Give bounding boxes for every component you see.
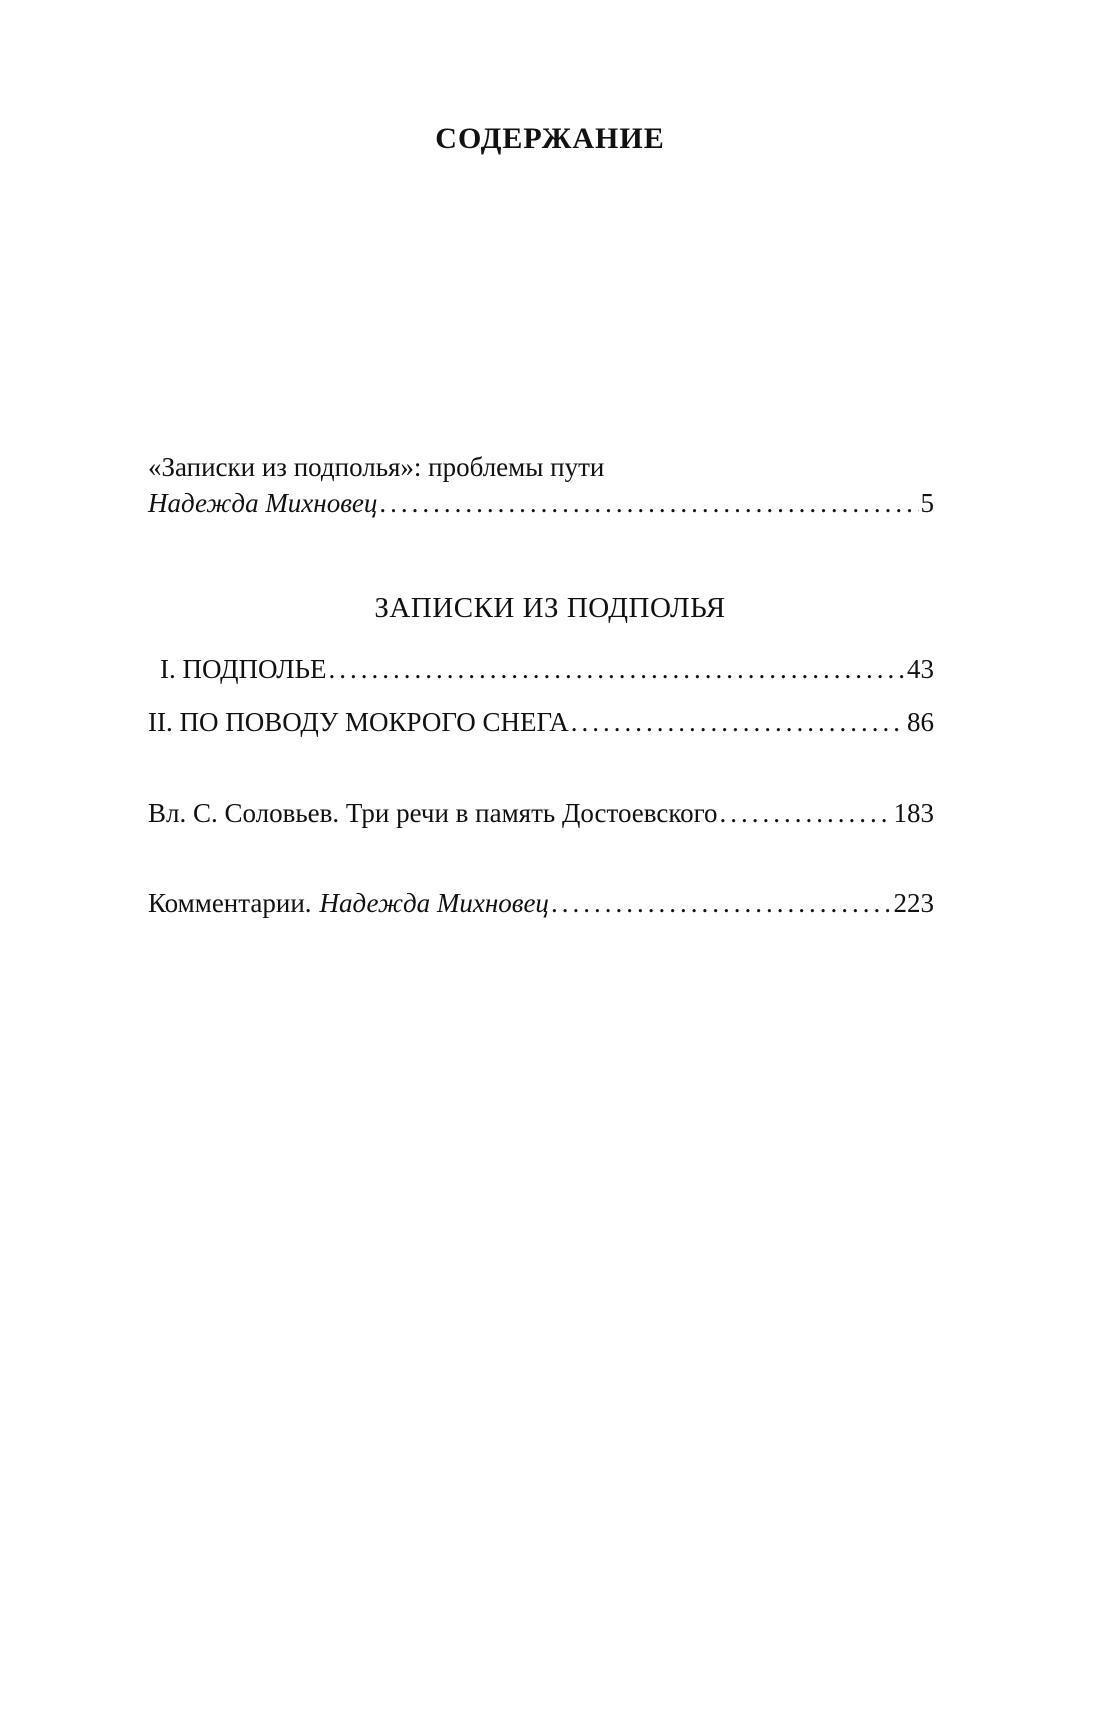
toc-entry-chapter-1[interactable] <box>148 654 934 690</box>
toc-entry-commentary-author: Надежда Михновец <box>319 888 549 918</box>
toc-entry-chapter-1-page: 43 <box>907 654 934 684</box>
leader-dots <box>329 654 905 685</box>
toc-entry-chapter-2-label: II. ПО ПОВОДУ МОКРОГО СНЕГА <box>148 707 569 737</box>
leader-dots <box>571 707 905 738</box>
toc-entry-chapter-1-label: I. ПОДПОЛЬЕ <box>160 654 327 684</box>
toc-entry-commentary[interactable] <box>148 888 934 924</box>
toc-entry-chapter-2-page: 86 <box>907 707 934 737</box>
toc-entry-intro-author-line <box>148 488 934 524</box>
toc-entry-commentary-line <box>148 888 934 924</box>
toc-entry-solovyov-title: Вл. С. Соловьев. Три речи в память Достоевского <box>148 798 718 828</box>
toc-entry-chapter-2[interactable] <box>148 707 934 743</box>
toc-entry-solovyov-line <box>148 798 934 834</box>
toc-entry-solovyov[interactable] <box>148 798 934 834</box>
leader-dots <box>379 488 918 519</box>
leader-dots <box>551 888 892 919</box>
section-title: ЗАПИСКИ ИЗ ПОДПОЛЬЯ <box>374 592 726 624</box>
page-title: СОДЕРЖАНИЕ <box>435 122 665 155</box>
toc-entry-intro-page: 5 <box>920 488 934 518</box>
toc-entry-commentary-title: Комментарии. <box>148 888 312 918</box>
leader-dots <box>720 798 892 829</box>
toc-entry-solovyov-page: 183 <box>893 798 934 828</box>
toc-entry-chapter-1-line <box>160 654 934 690</box>
toc-entry-intro-author: Надежда Михновец <box>148 488 378 518</box>
toc-entry-intro[interactable] <box>148 452 934 524</box>
toc-entry-commentary-page: 223 <box>893 888 934 918</box>
toc-entry-chapter-2-line <box>148 707 934 743</box>
toc-entry-intro-title: «Записки из подполья»: проблемы пути <box>148 452 605 482</box>
